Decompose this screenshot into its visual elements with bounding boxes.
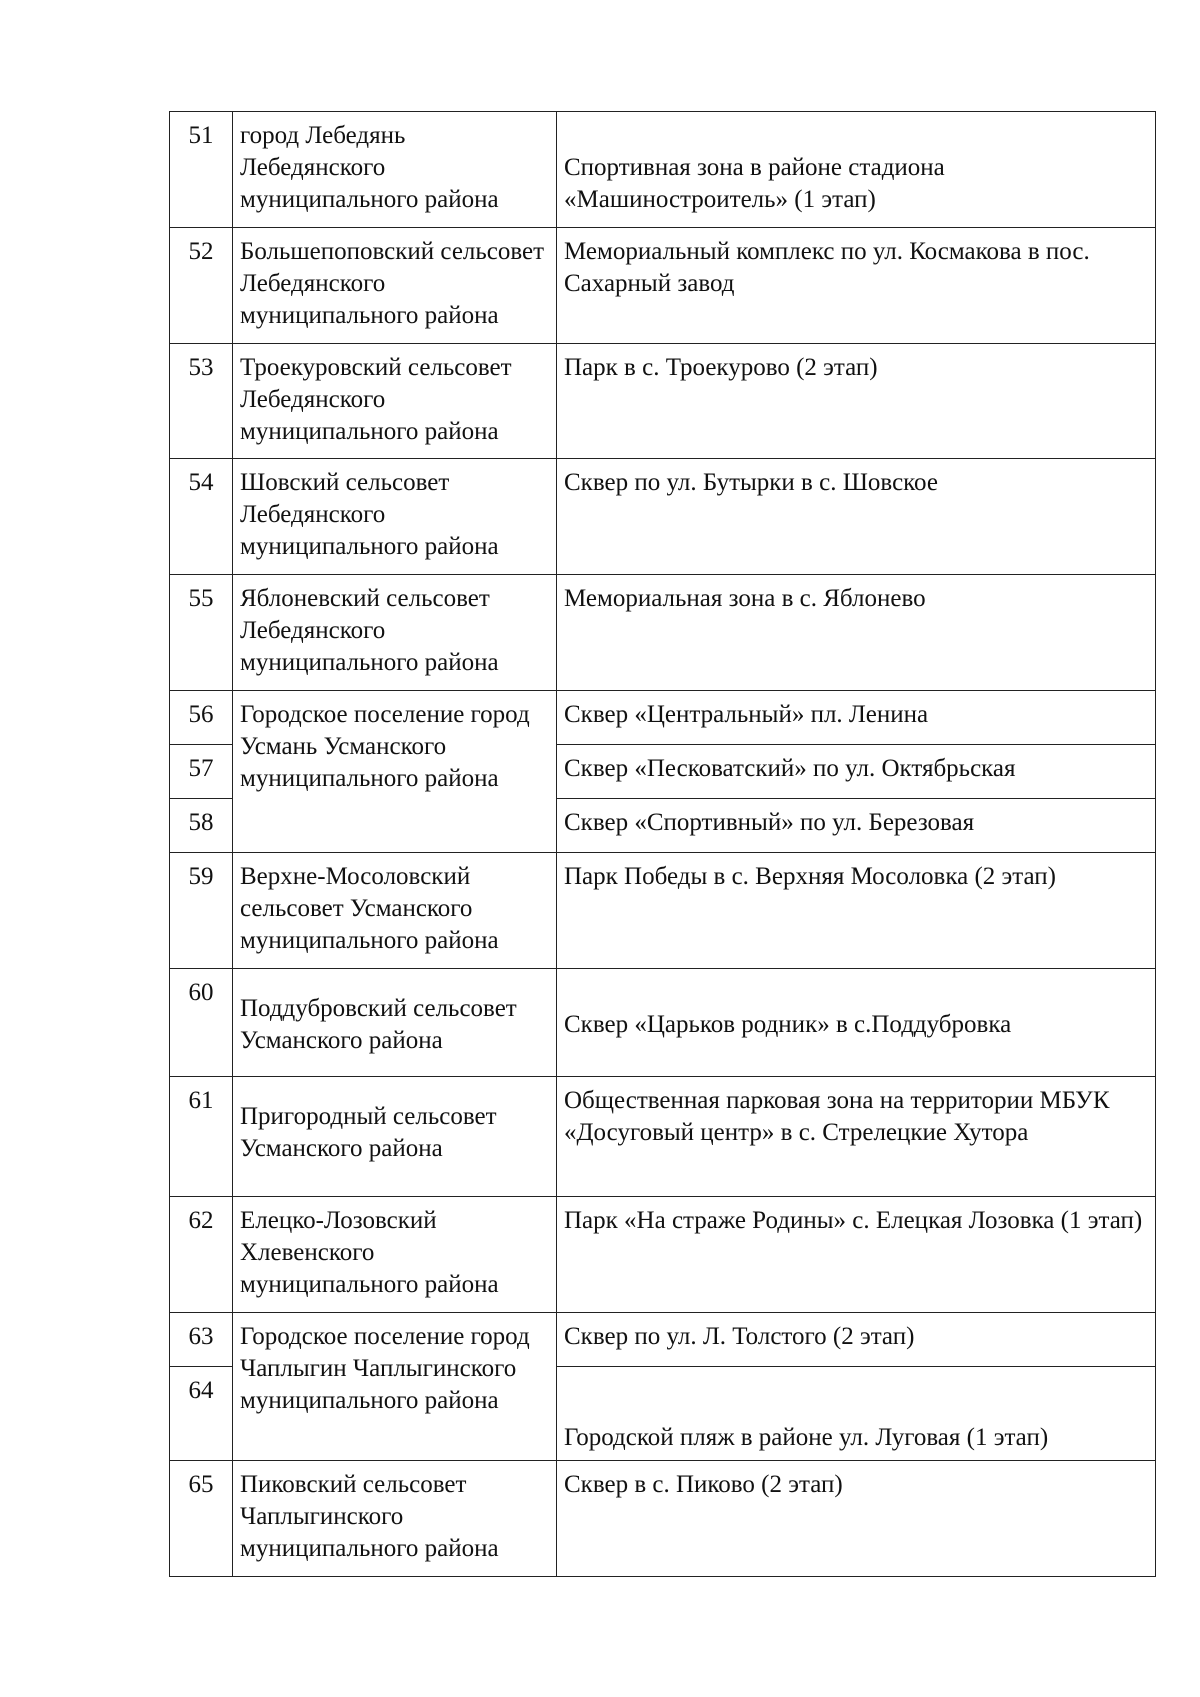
row-number: 60 [170, 969, 233, 1077]
row-number: 63 [170, 1313, 233, 1367]
municipality-cell: Большепоповский сельсовет Лебедянского муниципального района [233, 228, 557, 344]
municipality-cell: город Лебедянь Лебедянского муниципального района [233, 112, 557, 228]
object-cell [557, 969, 1156, 1077]
table-row [170, 459, 1156, 575]
row-number: 65 [170, 1461, 233, 1577]
municipality-text: Поддубровский сельсовет Усманского района [240, 995, 517, 1054]
municipality-cell [233, 969, 557, 1077]
row-number: 51 [170, 112, 233, 228]
row-number: 61 [170, 1077, 233, 1197]
object-cell: Мемориальная зона в с. Яблонево [557, 575, 1156, 691]
row-number: 54 [170, 459, 233, 575]
row-number: 56 [170, 691, 233, 745]
municipality-text: Пригородный сельсовет Усманского района [240, 1103, 497, 1162]
object-text: Сквер «Царьков родник» в с.Поддубровка [564, 1011, 1012, 1038]
object-cell: Парк в с. Троекурово (2 этап) [557, 344, 1156, 459]
object-cell: Сквер по ул. Л. Толстого (2 этап) [557, 1313, 1156, 1367]
municipality-cell: Пиковский сельсовет Чаплыгинского муниципального района [233, 1461, 557, 1577]
object-text: Городской пляж в районе ул. Луговая (1 этап) [564, 1424, 1049, 1451]
table-row [170, 691, 1156, 745]
table-row [170, 853, 1156, 969]
row-number: 57 [170, 745, 233, 799]
row-number: 59 [170, 853, 233, 969]
municipality-cell: Верхне-Мосоловский сельсовет Усманского муниципального района [233, 853, 557, 969]
object-cell: Сквер «Спортивный» по ул. Березовая [557, 799, 1156, 853]
object-cell: Парк «На страже Родины» с. Елецкая Лозовка (1 этап) [557, 1197, 1156, 1313]
object-cell: Мемориальный комплекс по ул. Космакова в пос. Сахарный завод [557, 228, 1156, 344]
table-row [170, 1313, 1156, 1367]
table-row [170, 969, 1156, 1077]
table-row [170, 1461, 1156, 1577]
municipality-cell: Шовский сельсовет Лебедянского муниципального района [233, 459, 557, 575]
row-number: 53 [170, 344, 233, 459]
object-cell: Сквер по ул. Бутырки в с. Шовское [557, 459, 1156, 575]
object-text: Спортивная зона в районе стадиона «Машиностроитель» (1 этап) [564, 154, 945, 213]
municipality-cell: Городское поселение город Чаплыгин Чаплыгинского муниципального района [233, 1313, 557, 1461]
row-number: 62 [170, 1197, 233, 1313]
object-cell: Парк Победы в с. Верхняя Мосоловка (2 этап) [557, 853, 1156, 969]
table-row [170, 112, 1156, 228]
object-cell: Сквер «Песковатский» по ул. Октябрьская [557, 745, 1156, 799]
row-number: 58 [170, 799, 233, 853]
row-number: 64 [170, 1367, 233, 1461]
object-cell: Сквер «Центральный» пл. Ленина [557, 691, 1156, 745]
row-number: 55 [170, 575, 233, 691]
municipality-cell [233, 1077, 557, 1197]
row-number: 52 [170, 228, 233, 344]
table-row [170, 1077, 1156, 1197]
table-row [170, 575, 1156, 691]
municipality-cell: Яблоневский сельсовет Лебедянского муниципального района [233, 575, 557, 691]
table-row [170, 228, 1156, 344]
object-cell: Сквер в с. Пиково (2 этап) [557, 1461, 1156, 1577]
municipality-cell: Троекуровский сельсовет Лебедянского муниципального района [233, 344, 557, 459]
table-row [170, 1197, 1156, 1313]
table-row [170, 344, 1156, 459]
object-cell: Общественная парковая зона на территории МБУК «Досуговый центр» в с. Стрелецкие Хутора [557, 1077, 1156, 1197]
objects-table [169, 111, 1156, 1577]
municipality-cell: Городское поселение город Усмань Усманского муниципального района [233, 691, 557, 853]
object-cell [557, 1367, 1156, 1461]
municipality-cell: Елецко-Лозовский Хлевенского муниципального района [233, 1197, 557, 1313]
object-cell [557, 112, 1156, 228]
